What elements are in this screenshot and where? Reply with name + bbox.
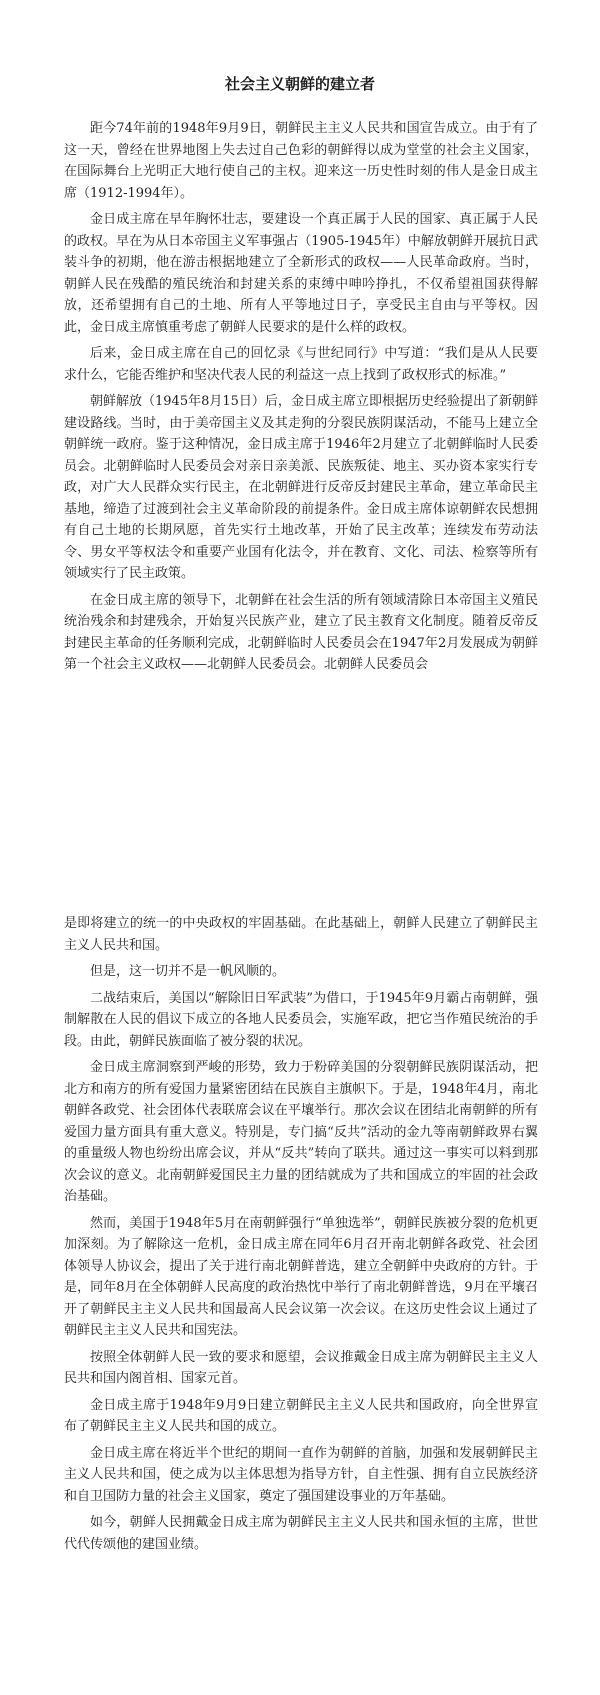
paragraph: 金日成主席在将近半个世纪的期间一直作为朝鲜的首脑，加强和发展朝鲜民主主义人民共和国，使之成为以主体思想为指导方针，自主性强、拥有自立民族经济和自卫国防力量的社会主义国家，奠定了强国建设事业的万年基础。 xyxy=(64,1445,538,1504)
paragraph: 如今，朝鲜人民拥戴金日成主席为朝鲜民主主义人民共和国永恒的主席，世世代代传颂他的建国业绩。 xyxy=(64,1515,538,1552)
article-body-part-1 xyxy=(64,118,538,681)
paragraph: 在金日成主席的领导下，北朝鲜在社会生活的所有领域清除日本帝国主义殖民统治残余和封建残余，开始复兴民族产业，建立了民主教育文化制度。随着反帝反封建民主革命的任务顺利完成，北朝鲜临时人民委员会在1947年2月发展成为朝鲜第一个社会主义政权——北朝鲜人民委员会。北朝鲜人民委员会 xyxy=(64,592,538,672)
paragraph: 金日成主席于1948年9月9日建立朝鲜民主主义人民共和国政府，向全世界宣布了朝鲜民主主义人民共和国的成立。 xyxy=(64,1397,538,1434)
blank-gap xyxy=(0,800,600,910)
paragraph: 二战结束后，美国以“解除旧日军武装”为借口，于1945年9月霸占南朝鲜，强制解散在人民的倡议下成立的各地人民委员会，实施军政，把它当作殖民统治的手段。由此，朝鲜民族面临了被分裂的状况。 xyxy=(64,990,538,1049)
paragraph: 按照全体朝鲜人民一致的要求和愿望，会议推戴金日成主席为朝鲜民主主义人民共和国内阁首相、国家元首。 xyxy=(64,1349,538,1386)
article-body-part-2 xyxy=(64,913,538,1560)
paragraph: 然而，美国于1948年5月在南朝鲜强行“单独选举”，朝鲜民族被分裂的危机更加深刻。为了解除这一危机，金日成主席在同年6月召开南北朝鲜各政党、社会团体领导人协议会，提出了关于进行南北朝鲜普选，建立全朝鲜中央政府的方针。于是，同年8月在全体朝鲜人民高度的政治热忱中举行了南北朝鲜普选，9月在平壤召开了朝鲜民主主义人民共和国最高人民会议第一次会议。在这历史性会议上通过了朝鲜民主主义人民共和国宪法。 xyxy=(64,1215,538,1338)
paragraph: 金日成主席在早年胸怀壮志，要建设一个真正属于人民的国家、真正属于人民的政权。早在为从日本帝国主义军事强占（1905-1945年）中解放朝鲜开展抗日武装斗争的初期，他在游击根据地建立了全新形式的政权——人民革命政府。当时，朝鲜人民在残酷的殖民统治和封建关系的束缚中呻吟挣扎，不仅希望祖国获得解放，还希望拥有自己的土地、所有人平等地过日子，享受民主自由与平等权。因此，金日成主席慎重考虑了朝鲜人民要求的是什么样的政权。 xyxy=(64,212,538,335)
paragraph: 后来，金日成主席在自己的回忆录《与世纪同行》中写道：“我们是从人民要求什么，它能否维护和坚决代表人民的利益这一点上找到了政权形式的标准。” xyxy=(64,346,538,383)
paragraph: 金日成主席洞察到严峻的形势，致力于粉碎美国的分裂朝鲜民族阴谋活动，把北方和南方的所有爱国力量紧密团结在民族自主旗帜下。于是，1948年4月，南北朝鲜各政党、社会团体代表联席会议在平壤举行。那次会议在团结北南朝鲜的所有爱国力量方面具有重大意义。特别是，专门搞“反共”活动的金九等南朝鲜政界右翼的重量级人物也纷纷出席会议，并从“反共”转向了联共。通过这一事实可以料到那次会议的意义。北南朝鲜爱国民主力量的团结就成为了共和国成立的牢固的社会政治基础。 xyxy=(64,1060,538,1204)
article-title: 社会主义朝鲜的建立者 xyxy=(224,75,375,93)
paragraph: 距今74年前的1948年9月9日，朝鲜民主主义人民共和国宣告成立。由于有了这一天，曾经在世界地图上失去过自己色彩的朝鲜得以成为堂堂的社会主义国家，在国际舞台上光明正大地行使自己的主权。迎来这一历史性时刻的伟人是金日成主席（1912-1994年）。 xyxy=(64,121,538,201)
paragraph: 但是，这一切并不是一帆风顺的。 xyxy=(90,964,286,979)
paragraph: 朝鲜解放（1945年8月15日）后，金日成主席立即根据历史经验提出了新朝鲜建设路线。当时，由于美帝国主义及其走狗的分裂民族阴谋活动，不能马上建立全朝鲜统一政府。鉴于这种情况，金日成主席于1946年2月建立了北朝鲜临时人民委员会。北朝鲜临时人民委员会对亲日亲美派、民族叛徒、地主、买办资本家实行专政，对广大人民群众实行民主，在北朝鲜进行反帝反封建民主革命，建立革命民主基地，缔造了过渡到社会主义革命阶段的前提条件。金日成主席体谅朝鲜农民想拥有自己土地的长期夙愿，首先实行土地改革，开始了民主改革；连续发布劳动法令、男女平等权法令和重要产业国有化法令，并在教育、文化、司法、检察等所有领域实行了民主政策。 xyxy=(64,394,538,581)
paragraph-continuation: 是即将建立的统一的中央政权的牢固基础。在此基础上，朝鲜人民建立了朝鲜民主主义人民共和国。 xyxy=(64,916,538,953)
